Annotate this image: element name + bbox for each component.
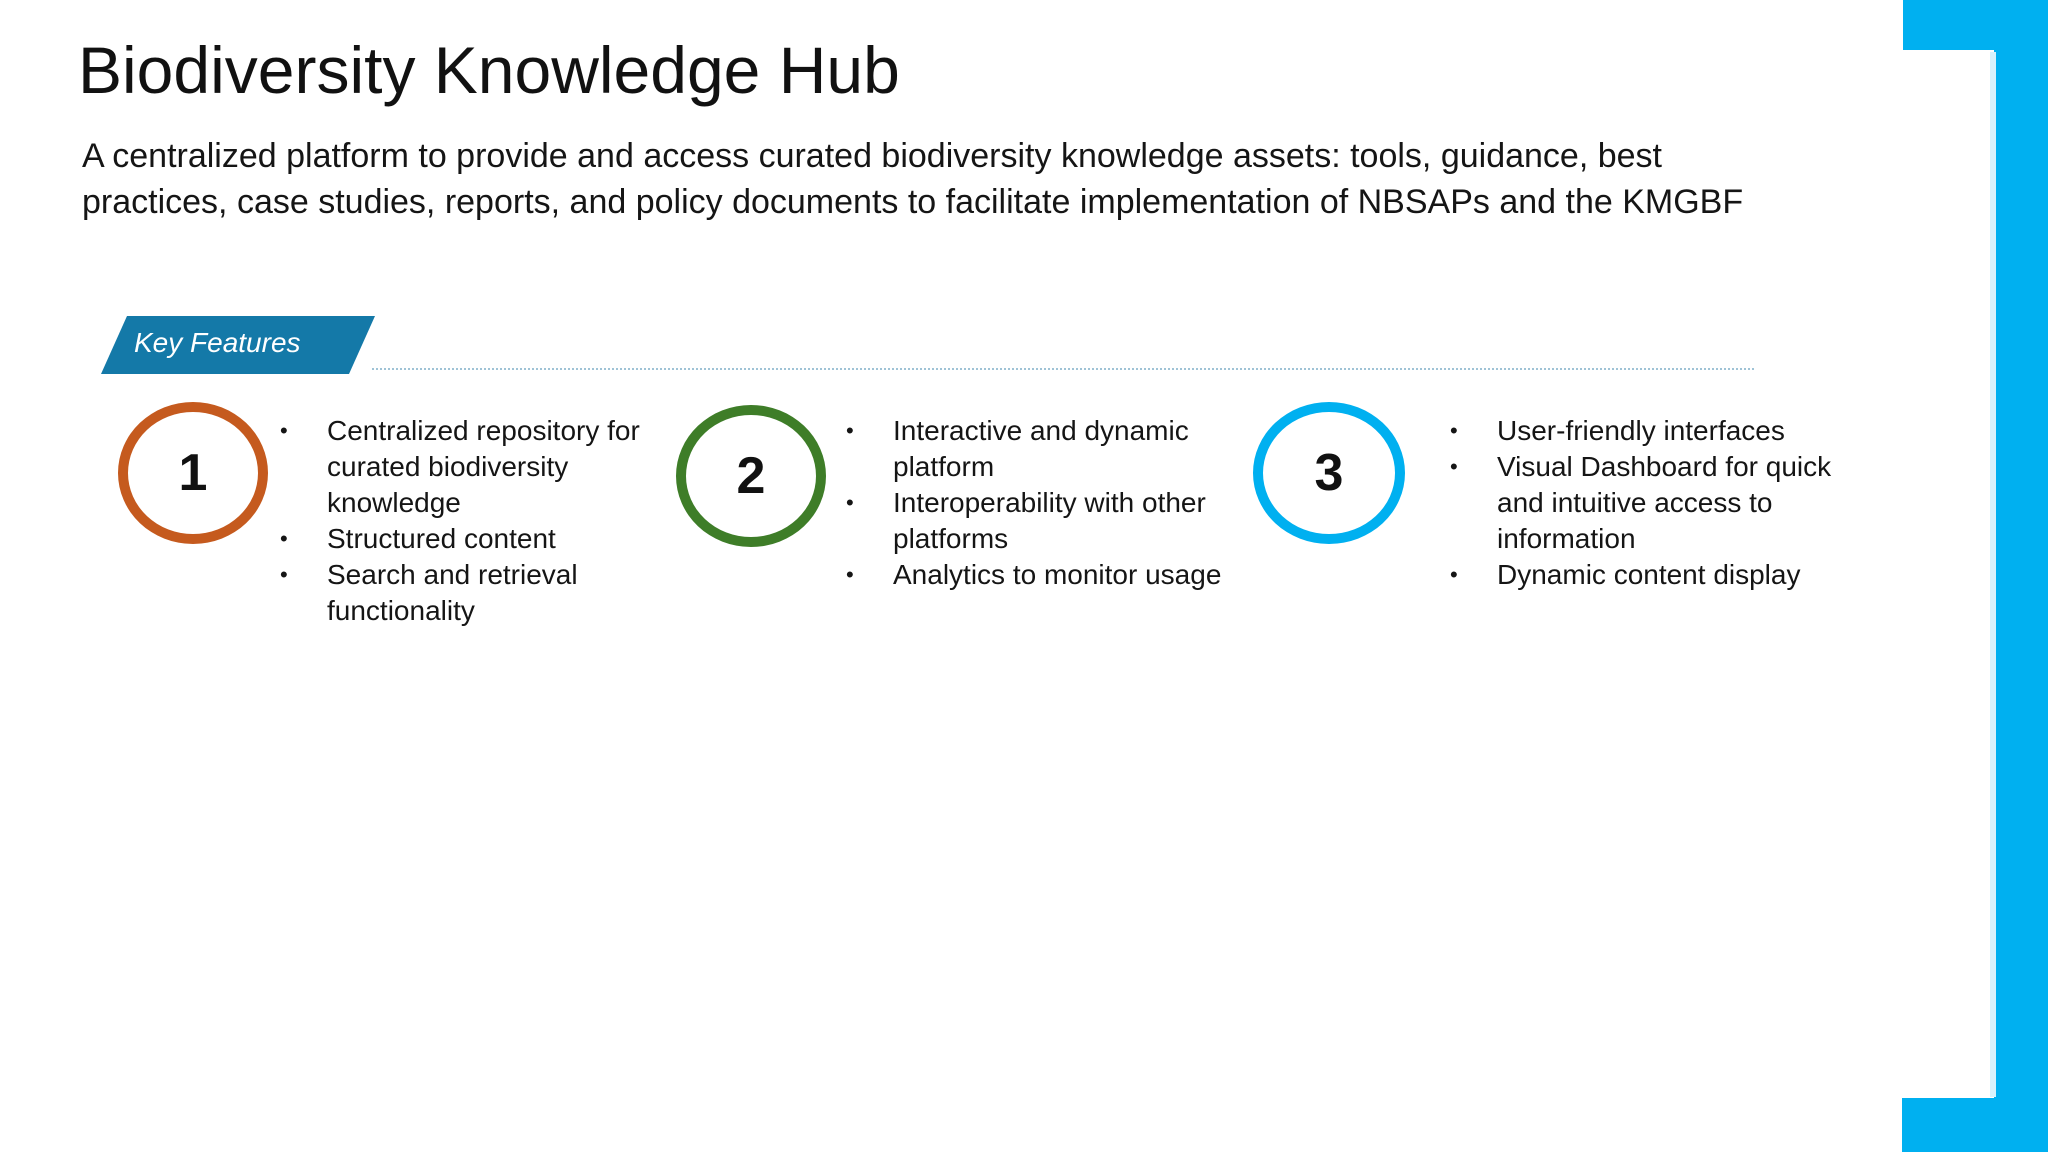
slide-subtitle xyxy=(82,133,1942,225)
feature-2-bullet: • Analytics to monitor usage xyxy=(846,557,1236,593)
slide-title: Biodiversity Knowledge Hub xyxy=(78,33,900,107)
feature-2-bullet-list xyxy=(846,413,1236,593)
feature-3-bullet: • Visual Dashboard for quick and intuitive access to information xyxy=(1450,449,1880,557)
subtitle-line: A centralized platform to provide and access curated biodiversity knowledge assets: tools, guidance, best xyxy=(82,137,1662,175)
feature-1-number-circle xyxy=(118,402,268,544)
feature-2-bullet: • Interoperability with other platforms xyxy=(846,485,1236,557)
feature-3-bullet: • Dynamic content display xyxy=(1450,557,1880,593)
feature-3-number: 3 xyxy=(1314,444,1344,502)
feature-1-bullet: • Structured content xyxy=(280,521,650,557)
section-divider xyxy=(372,368,1754,370)
feature-3-bullet-list xyxy=(1450,413,1880,593)
feature-1-number: 1 xyxy=(178,444,208,502)
feature-1-bullet-list xyxy=(280,413,650,629)
frame-bottom-bar xyxy=(1902,1098,2048,1152)
frame-side-bar xyxy=(1994,0,2048,1152)
feature-1-bullet: • Centralized repository for curated biodiversity knowledge xyxy=(280,413,650,521)
feature-2-number-circle xyxy=(676,405,826,547)
feature-3-number-circle xyxy=(1253,402,1405,544)
feature-1-bullet: • Search and retrieval functionality xyxy=(280,557,650,629)
feature-2-number: 2 xyxy=(736,447,766,505)
frame-shadow xyxy=(1990,52,1996,1097)
subtitle-line: practices, case studies, reports, and policy documents to facilitate implementation of NBSAPs and the KMGBF xyxy=(82,183,1744,221)
feature-2-bullet: • Interactive and dynamic platform xyxy=(846,413,1236,485)
feature-3-bullet: • User-friendly interfaces xyxy=(1450,413,1880,449)
key-features-label: Key Features xyxy=(134,327,301,358)
